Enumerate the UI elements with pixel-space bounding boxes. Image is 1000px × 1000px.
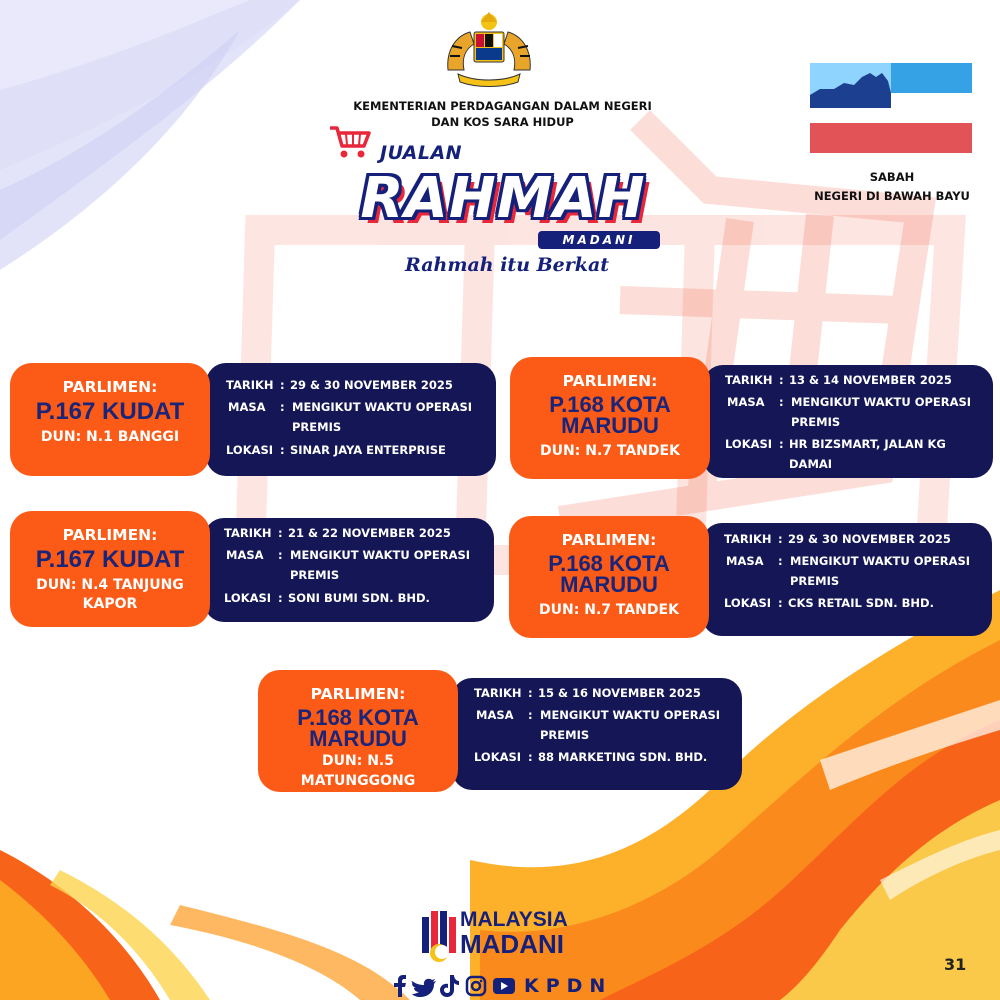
parlimen-code: P.168 KOTA MARUDU (548, 551, 670, 597)
social-handle: KPDN (524, 975, 613, 997)
masa-label: MASA (726, 554, 764, 568)
tarikh-value: 15 & 16 NOVEMBER 2025 (538, 686, 701, 700)
colon: : (779, 395, 784, 409)
masa-label: MASA (228, 400, 266, 414)
parlimen-code: P.168 KOTA MARUDU (549, 392, 671, 438)
ministry-line-2: DAN KOS SARA HIDUP (431, 115, 574, 129)
masa-value: MENGIKUT WAKTU OPERASI PREMIS (790, 554, 971, 588)
lokasi-label: LOKASI (724, 596, 772, 610)
parlimen-box (10, 511, 210, 627)
tarikh-label: TARIKH (474, 686, 522, 700)
lokasi-value: SINAR JAYA ENTERPRISE (290, 443, 446, 457)
colon: : (280, 378, 285, 392)
colon: : (778, 554, 783, 568)
colon: : (528, 750, 533, 764)
details-box (206, 363, 496, 476)
tiktok-icon[interactable] (440, 975, 459, 997)
masa-label: MASA (476, 708, 514, 722)
tarikh-label: TARIKH (724, 532, 772, 546)
parlimen-label: PARLIMEN: (62, 378, 158, 396)
colon: : (278, 548, 283, 562)
details-box (703, 365, 993, 478)
details-box (204, 518, 494, 622)
tarikh-value: 29 & 30 NOVEMBER 2025 (290, 378, 453, 392)
parlimen-box (10, 363, 210, 476)
jualan-label: JUALAN (380, 142, 463, 164)
lokasi-value: 88 MARKETING SDN. BHD. (538, 750, 708, 764)
coat-of-arms-icon (440, 10, 538, 88)
malaysia-madani-emblem-icon (420, 907, 460, 963)
state-label (800, 168, 984, 206)
parlimen-label: PARLIMEN: (562, 372, 658, 390)
masa-value: MENGIKUT WAKTU OPERASI PREMIS (292, 400, 473, 434)
lokasi-label: LOKASI (474, 750, 522, 764)
tarikh-label: TARIKH (226, 378, 274, 392)
colon: : (280, 400, 285, 414)
masa-value: MENGIKUT WAKTU OPERASI PREMIS (791, 395, 972, 429)
lokasi-label: LOKASI (725, 437, 773, 451)
lokasi-label: LOKASI (226, 443, 274, 457)
dun-label: DUN: N.7 TANDEK (539, 602, 679, 618)
colon: : (278, 526, 283, 540)
masa-label: MASA (727, 395, 765, 409)
parlimen-label: PARLIMEN: (62, 526, 158, 544)
dun-label: DUN: N.7 TANDEK (540, 443, 680, 459)
instagram-icon[interactable] (467, 977, 485, 995)
parlimen-label: PARLIMEN: (310, 685, 406, 703)
colon: : (278, 591, 283, 605)
dun-label: DUN: N.5 MATUNGGONG (300, 753, 416, 789)
twitter-icon[interactable] (412, 979, 436, 997)
colon: : (280, 443, 285, 457)
ministry-line-1: KEMENTERIAN PERDAGANGAN DALAM NEGERI (353, 99, 652, 113)
malaysia-madani-logo (420, 905, 585, 967)
details-box (452, 678, 742, 790)
lokasi-label: LOKASI (224, 591, 272, 605)
parlimen-label: PARLIMEN: (561, 531, 657, 549)
lokasi-value: CKS RETAIL SDN. BHD. (788, 596, 934, 610)
brand-line-1: MALAYSIA (460, 908, 568, 931)
masa-label: MASA (226, 548, 264, 562)
sabah-flag-icon (810, 63, 972, 153)
tarikh-label: TARIKH (224, 526, 272, 540)
rahmah-title: RAHMAH (360, 166, 646, 231)
colon: : (528, 686, 533, 700)
tarikh-value: 29 & 30 NOVEMBER 2025 (788, 532, 951, 546)
ministry-name (330, 98, 675, 130)
madani-tag: MADANI (538, 231, 660, 249)
dun-label: DUN: N.1 BANGGI (40, 429, 180, 445)
state-motto: NEGERI DI BAWAH BAYU (814, 189, 970, 203)
page-number: 31 (944, 955, 967, 974)
parlimen-box (509, 516, 709, 638)
parlimen-box (258, 670, 458, 792)
colon: : (779, 373, 784, 387)
brand-line-2: MADANI (460, 929, 564, 959)
colon: : (779, 437, 784, 451)
parlimen-code: P.167 KUDAT (35, 398, 185, 425)
colon: : (778, 532, 783, 546)
masa-value: MENGIKUT WAKTU OPERASI PREMIS (540, 708, 721, 742)
lokasi-value: SONI BUMI SDN. BHD. (288, 591, 430, 605)
parlimen-code: P.167 KUDAT (35, 546, 185, 573)
facebook-icon[interactable] (394, 975, 406, 997)
state-name: SABAH (869, 170, 915, 184)
parlimen-code: P.168 KOTA MARUDU (297, 705, 419, 751)
colon: : (528, 708, 533, 722)
tarikh-label: TARIKH (725, 373, 773, 387)
colon: : (778, 596, 783, 610)
tarikh-value: 13 & 14 NOVEMBER 2025 (789, 373, 952, 387)
shopping-cart-icon (328, 124, 372, 160)
details-box (702, 523, 992, 636)
tarikh-value: 21 & 22 NOVEMBER 2025 (288, 526, 451, 540)
dun-label: DUN: N.4 TANJUNG KAPOR (36, 577, 184, 612)
parlimen-box (510, 357, 710, 479)
youtube-icon[interactable] (493, 978, 515, 994)
lokasi-value: HR BIZSMART, JALAN KG DAMAI (789, 437, 946, 471)
masa-value: MENGIKUT WAKTU OPERASI PREMIS (290, 548, 471, 582)
tagline: Rahmah itu Berkat (405, 254, 610, 276)
